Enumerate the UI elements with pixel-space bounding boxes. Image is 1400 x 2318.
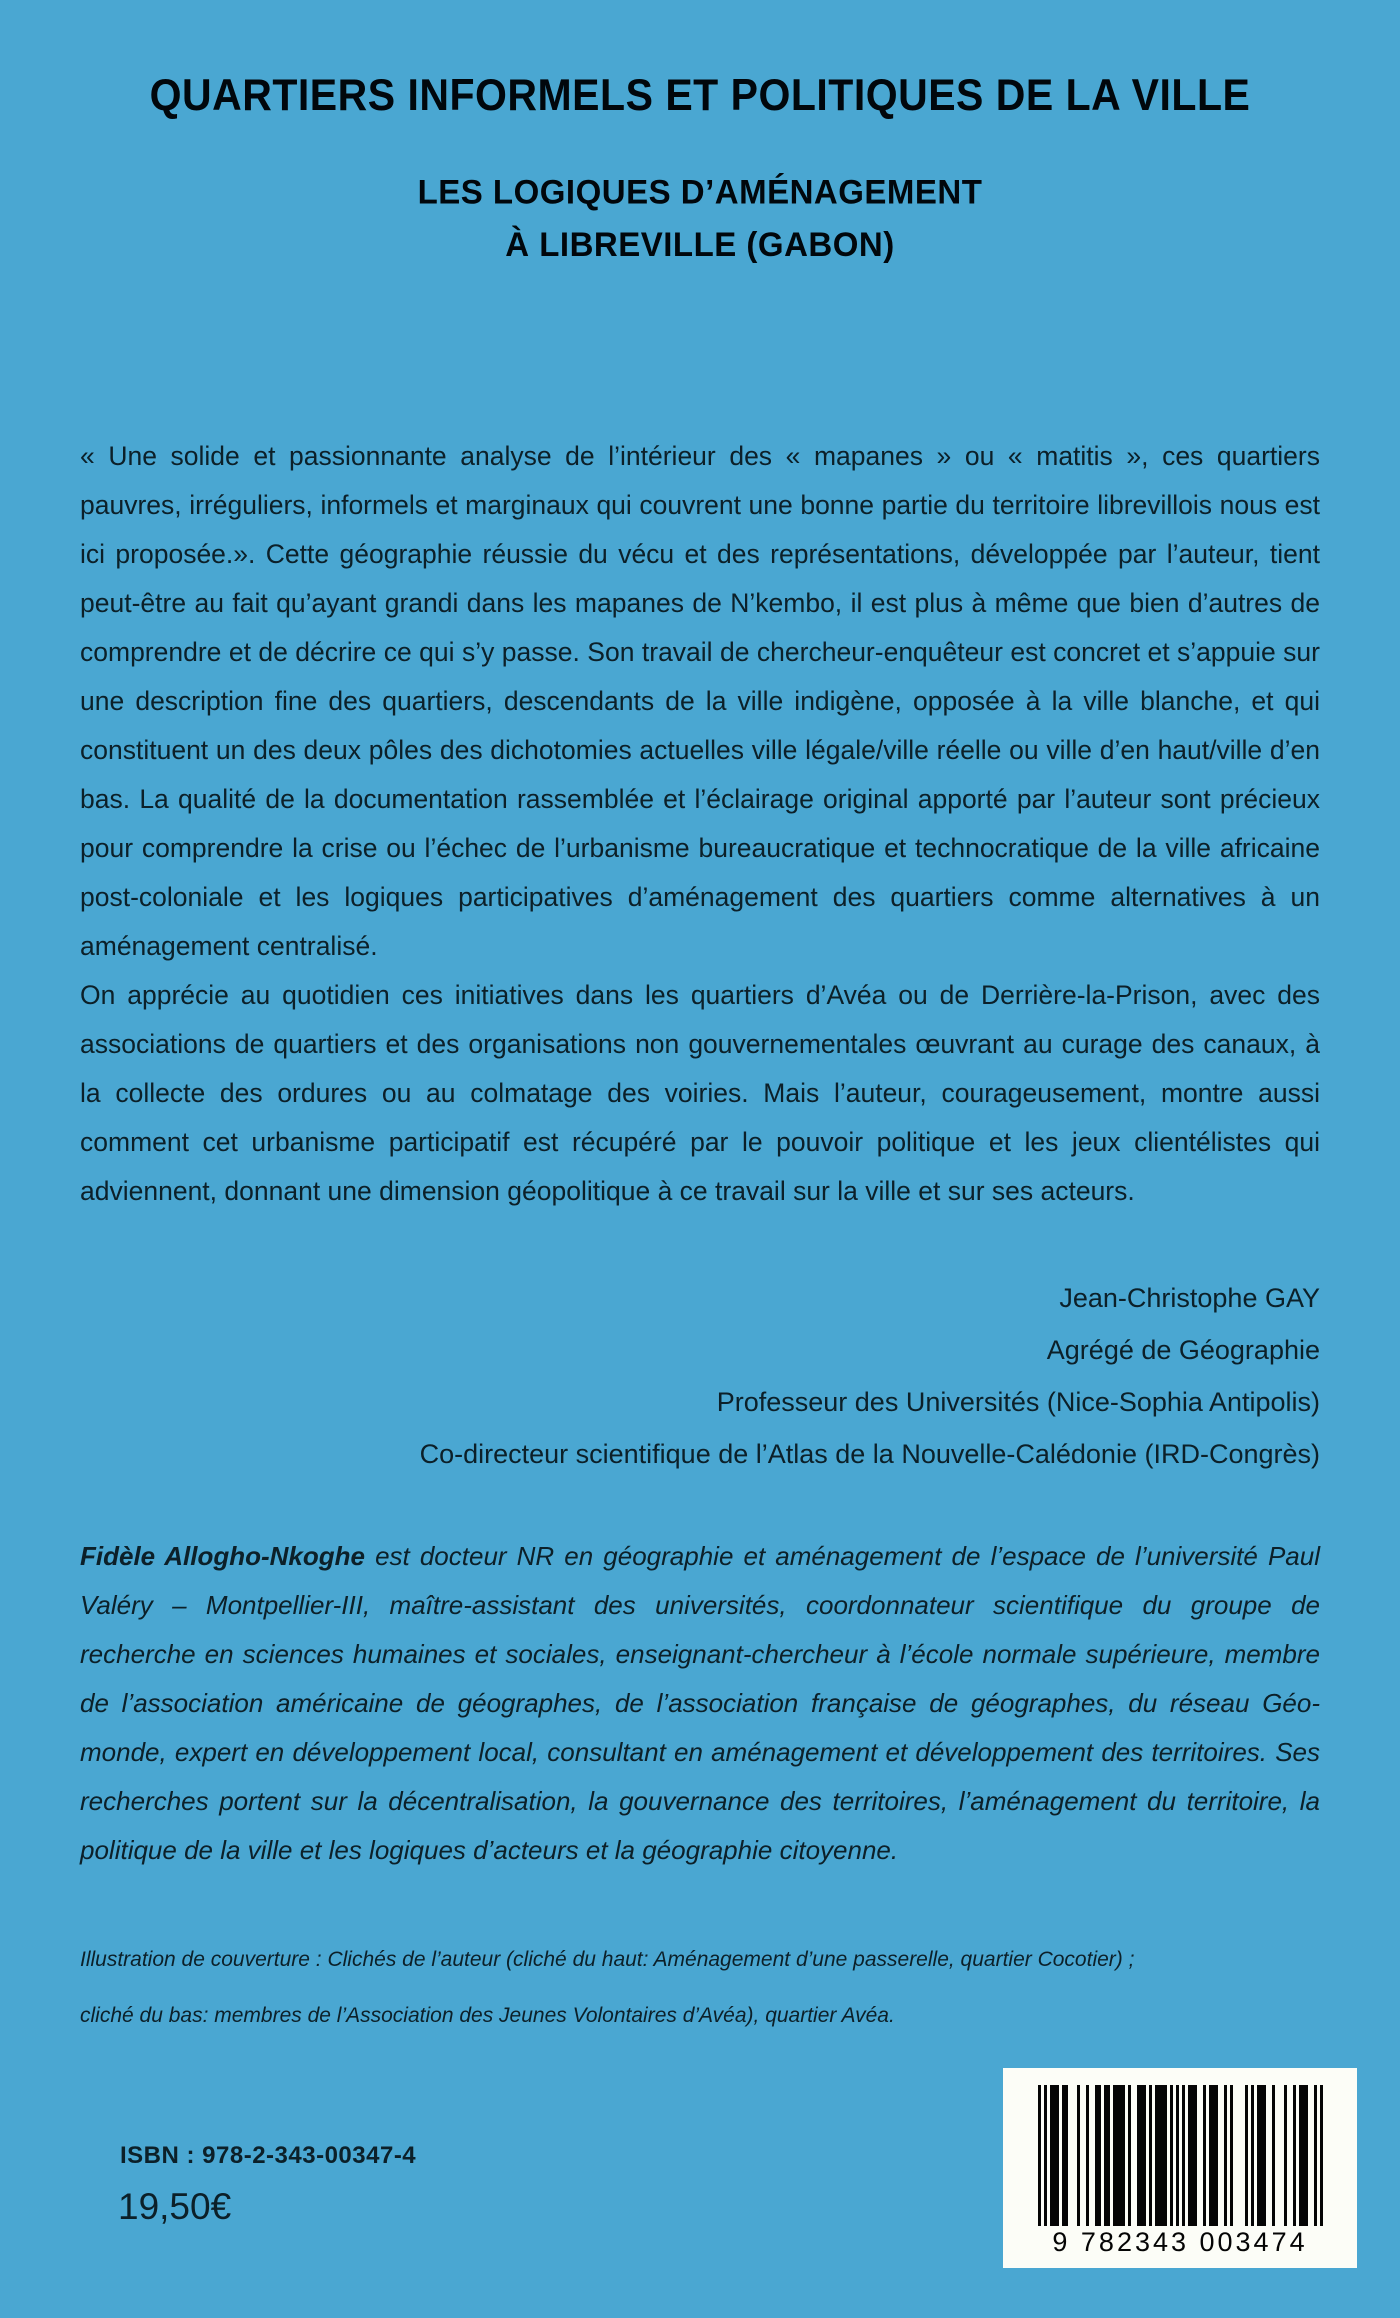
credit-line-1: Illustration de couverture : Clichés de l’auteur (cliché du haut: Aménagement d’une passerelle, quartier Cocotier) ;	[80, 1948, 1135, 1971]
book-subtitle	[40, 166, 1360, 271]
barcode-bars	[1038, 2085, 1323, 2226]
reviewer-title-1: Agrégé de Géographie	[1046, 1335, 1320, 1365]
reviewer-block	[80, 1272, 1320, 1480]
cover-illustration-credits	[80, 1932, 1320, 2044]
author-bio	[80, 1532, 1320, 1875]
isbn-label: ISBN : 978-2-343-00347-4	[120, 2142, 417, 2169]
review-paragraph-2: On apprécie au quotidien ces initiatives dans les quartiers d’Avéa ou de Derrière-la-Prison, avec des associations de quartiers et des organisations non gouvernementales œuvrant au curage des canaux, à la collecte des ordures ou au colmatage des voiries. Mais l’auteur, courageusement, montre aussi comment cet urbanisme participatif est récupéré par le pouvoir politique et les jeux clientélistes qui adviennent, donnant une dimension géopolitique à ce travail sur la ville et sur ses acteurs.	[80, 980, 1320, 1206]
book-subtitle-line2: À LIBREVILLE (GABON)	[505, 224, 895, 264]
credit-line-2: cliché du bas: membres de l’Association des Jeunes Volontaires d’Avéa), quartier Avéa.	[80, 2004, 895, 2027]
reviewer-title-3: Co-directeur scientifique de l’Atlas de la Nouvelle-Calédonie (IRD-Congrès)	[419, 1439, 1320, 1469]
author-name: Fidèle Allogho-Nkoghe	[80, 1541, 365, 1571]
reviewer-name: Jean-Christophe GAY	[1059, 1283, 1320, 1313]
book-subtitle-line1: LES LOGIQUES D’AMÉNAGEMENT	[417, 171, 983, 211]
review-paragraph-1: « Une solide et passionnante analyse de l’intérieur des « mapanes » ou « matitis », ces quartiers pauvres, irréguliers, informels et marginaux qui couvrent une bonne partie du territoire librevillois nous est ici proposée.». Cette géographie réussie du vécu et des représentations, développée par l’auteur, tient peut-être au fait qu’ayant grandi dans les mapanes de N’kembo, il est plus à même que bien d’autres de comprendre et de décrire ce qui s’y passe. Son travail de chercheur-enquêteur est concret et s’appuie sur une description fine des quartiers, descendants de la ville indigène, opposée à la ville blanche, et qui constituent un des deux pôles des dichotomies actuelles ville légale/ville réelle ou ville d’en haut/ville d’en bas. La qualité de la documentation rassemblée et l’éclairage original apporté par l’auteur sont précieux pour comprendre la crise ou l’échec de l’urbanisme bureaucratique et technocratique de la ville africaine post-coloniale et les logiques participatives d’aménagement des quartiers comme alternatives à un aménagement centralisé.	[80, 441, 1320, 961]
price-label: 19,50€	[118, 2186, 232, 2227]
review-text	[80, 432, 1320, 1216]
reviewer-title-2: Professeur des Universités (Nice-Sophia Antipolis)	[716, 1387, 1320, 1417]
author-bio-text: est docteur NR en géographie et aménagement de l’espace de l’université Paul Valéry – Montpellier-III, maître-assistant des universités, coordonnateur scientifique du groupe de recherche en sciences humaines et sociales, enseignant-chercheur à l’école normale supérieure, membre de l’association américaine de géographes, de l’association française de géographes, du réseau Géo-monde, expert en développement local, consultant en aménagement et développement des territoires. Ses recherches portent sur la décentralisation, la gouvernance des territoires, l’aménagement du territoire, la politique de la ville et les logiques d’acteurs et la géographie citoyenne.	[80, 1541, 1320, 1865]
book-title: QUARTIERS INFORMELS ET POLITIQUES DE LA VILLE	[149, 70, 1251, 120]
barcode-digits: 9 782343 003474	[1052, 2227, 1308, 2257]
barcode	[1003, 2068, 1357, 2268]
